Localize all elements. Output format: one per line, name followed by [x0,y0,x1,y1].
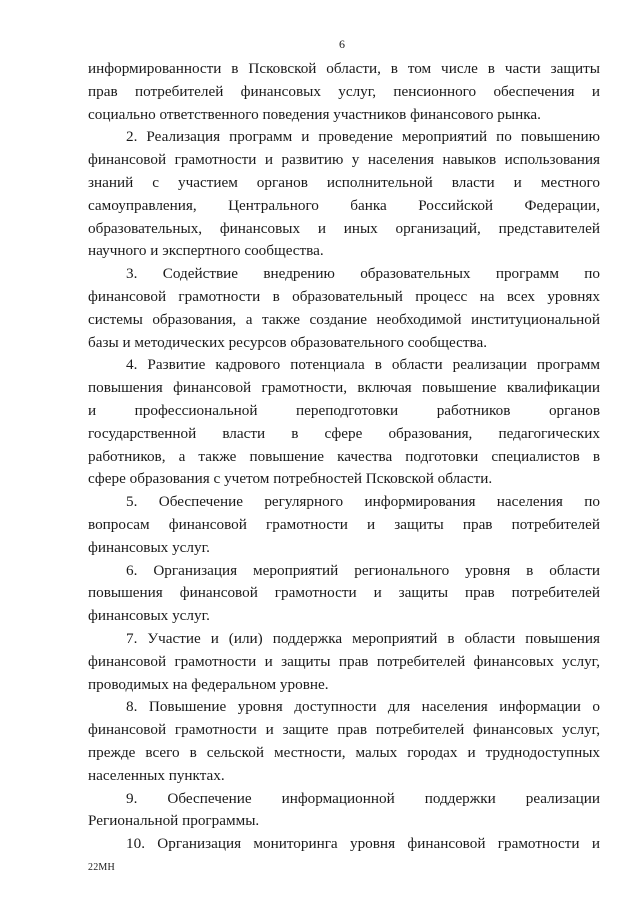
text-line: финансовых услуг. [88,607,210,625]
text-line: 3. Содействие внедрению образовательных программ по [126,265,600,283]
text-line: 9. Обеспечение информационной поддержки реализации [126,789,600,807]
paragraph [88,696,600,787]
text-line: прав потребителей финансовых услуг, пенсионного обеспечения и [88,82,600,100]
text-line: 8. Повышение уровня доступности для населения информации о [126,698,600,716]
text-line: 10. Организация мониторинга уровня финансовой грамотности и [126,835,600,853]
text-line: базы и методических ресурсов образовательного сообщества. [88,333,488,351]
paragraph [88,263,600,354]
text-line: 2. Реализация программ и проведение мероприятий по повышению [126,128,600,146]
text-line: научного и экспертного сообщества. [88,242,324,260]
text-line: системы образования, а также создание необходимой институциональной [88,310,600,328]
text-line: информированности в Псковской области, в том числе в части защиты [88,60,600,77]
text-line: повышения финансовой грамотности и защиты прав потребителей [88,584,600,602]
text-line: 4. Развитие кадрового потенциала в области реализации программ [126,356,600,374]
paragraph [88,833,600,856]
page-number: 6 [339,37,345,51]
text-line: 7. Участие и (или) поддержка мероприятий в области повышения [126,629,600,647]
footer-code: 22МН [88,862,115,873]
paragraph [88,126,600,263]
text-line: проводимых на федеральном уровне. [88,675,329,693]
text-line: сфере образования с учетом потребностей Псковской области. [88,470,493,488]
text-line: финансовой грамотности и развитию у населения навыков использования [88,151,600,169]
paragraph [88,788,600,834]
text-line: повышения финансовой грамотности, включая повышение квалификации [88,379,600,397]
paragraph [88,491,600,559]
text-line: и профессиональной переподготовки работников органов [88,401,600,419]
text-line: государственной власти в сфере образования, педагогических [88,424,600,442]
text-line: самоуправления, Центрального банка Российской Федерации, [88,196,600,214]
text-line: прежде всего в сельской местности, малых городах и труднодоступных [88,743,600,761]
text-line: Региональной программы. [88,812,260,830]
paragraph [88,560,600,628]
document-body [88,58,600,856]
text-line: 5. Обеспечение регулярного информирования населения по [126,493,600,511]
paragraph [88,628,600,696]
text-line: населенных пунктах. [88,766,225,784]
text-line: финансовых услуг. [88,538,210,556]
paragraph [88,354,600,491]
text-line: образовательных, финансовых и иных организаций, представителей [88,219,600,237]
text-line: социально ответственного поведения участников финансового рынка. [88,105,541,123]
text-line: 6. Организация мероприятий регионального уровня в области [126,561,600,579]
text-line: знаний с участием органов исполнительной власти и местного [88,173,600,191]
text-line: вопросам финансовой грамотности и защиты прав потребителей [88,515,600,533]
text-line: финансовой грамотности и защиты прав потребителей финансовых услуг, [88,652,600,670]
paragraph [88,58,600,126]
text-line: работников, а также повышение качества подготовки специалистов в [88,447,600,465]
text-line: финансовой грамотности и защите прав потребителей финансовых услуг, [88,721,600,739]
text-line: финансовой грамотности в образовательный процесс на всех уровнях [88,287,600,305]
